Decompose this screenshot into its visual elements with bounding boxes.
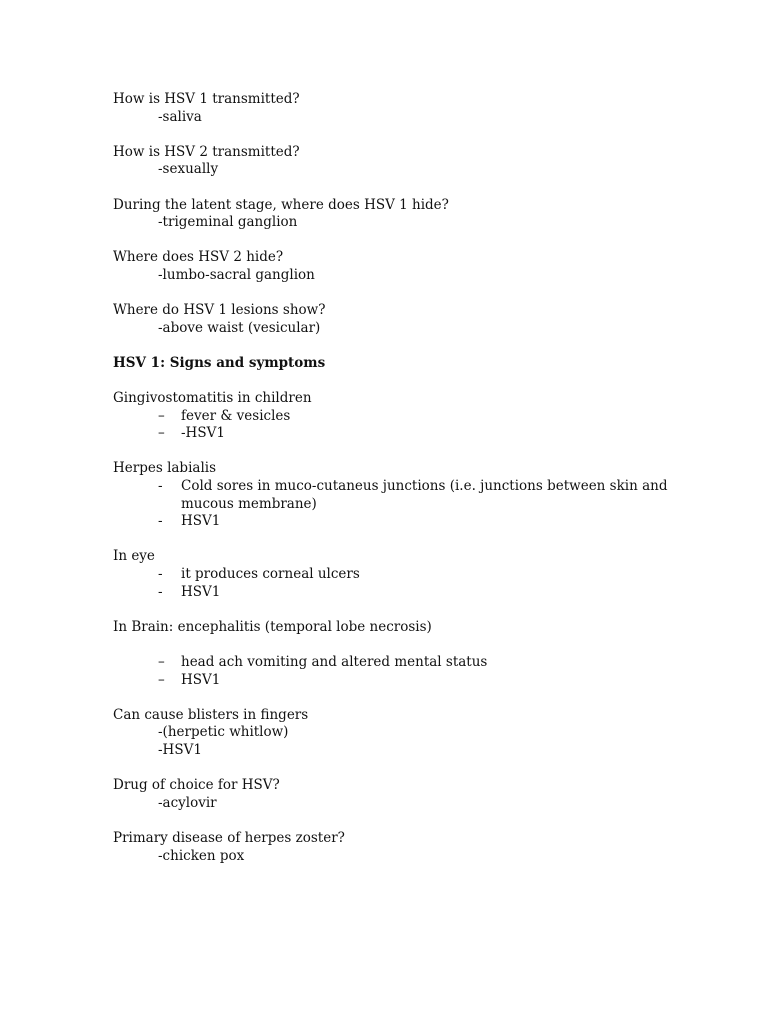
blisters-answer-1: -(herpetic whitlow) bbox=[158, 724, 289, 741]
list-item-text: Cold sores in muco-cutaneus junctions (i.e. junctions between skin and bbox=[181, 478, 668, 495]
bullet-marker: - bbox=[158, 513, 163, 530]
blisters-answer-2: -HSV1 bbox=[158, 741, 202, 758]
bullet-marker: – bbox=[158, 425, 165, 442]
list-item-text: -HSV1 bbox=[181, 425, 225, 442]
answer-hsv2-transmission: -sexually bbox=[158, 161, 219, 178]
answer-hsv2-hide: -lumbo-sacral ganglion bbox=[158, 266, 315, 283]
answer-hsv1-lesions: -above waist (vesicular) bbox=[158, 319, 321, 336]
bullet-marker: - bbox=[158, 583, 163, 600]
answer-hsv1-transmission: -saliva bbox=[158, 108, 202, 125]
zoster-answer: -chicken pox bbox=[158, 847, 245, 864]
list-item bbox=[113, 425, 673, 443]
bullet-marker: – bbox=[158, 671, 165, 688]
bullet-marker: – bbox=[158, 407, 165, 424]
labialis-title: Herpes labialis bbox=[113, 460, 217, 477]
eye-title: In eye bbox=[113, 548, 155, 565]
zoster-question: Primary disease of herpes zoster? bbox=[113, 829, 345, 846]
question-hsv2-transmission: How is HSV 2 transmitted? bbox=[113, 143, 300, 160]
drug-question: Drug of choice for HSV? bbox=[113, 777, 280, 794]
document-page bbox=[113, 91, 673, 865]
gingivo-title: Gingivostomatitis in children bbox=[113, 390, 312, 407]
answer-hsv1-latent: -trigeminal ganglion bbox=[158, 214, 298, 231]
question-hsv1-transmission: How is HSV 1 transmitted? bbox=[113, 91, 300, 107]
section-heading: HSV 1: Signs and symptoms bbox=[113, 354, 326, 371]
bullet-marker: - bbox=[158, 478, 163, 495]
list-item bbox=[113, 566, 673, 584]
list-item-text: it produces corneal ulcers bbox=[181, 566, 360, 583]
list-item-text: HSV1 bbox=[181, 513, 221, 530]
bullet-marker: – bbox=[158, 654, 165, 670]
list-item-text: fever & vesicles bbox=[181, 407, 291, 424]
list-item bbox=[113, 408, 673, 426]
brain-title: In Brain: encephalitis (temporal lobe necrosis) bbox=[113, 618, 432, 635]
list-item-text: head ach vomiting and altered mental status bbox=[181, 654, 488, 670]
question-hsv1-lesions: Where do HSV 1 lesions show? bbox=[113, 302, 326, 319]
list-item bbox=[113, 478, 673, 513]
list-item bbox=[113, 513, 673, 531]
question-hsv2-hide: Where does HSV 2 hide? bbox=[113, 249, 284, 266]
list-item bbox=[113, 654, 673, 672]
list-item-text: HSV1 bbox=[181, 583, 221, 600]
list-item-text-continued: mucous membrane) bbox=[181, 495, 317, 512]
bullet-marker: - bbox=[158, 566, 163, 583]
question-hsv1-latent: During the latent stage, where does HSV 1 hide? bbox=[113, 196, 449, 213]
drug-answer: -acylovir bbox=[158, 794, 217, 811]
list-item bbox=[113, 672, 673, 690]
list-item bbox=[113, 584, 673, 602]
list-item-text: HSV1 bbox=[181, 671, 221, 688]
blisters-question: Can cause blisters in fingers bbox=[113, 706, 309, 723]
